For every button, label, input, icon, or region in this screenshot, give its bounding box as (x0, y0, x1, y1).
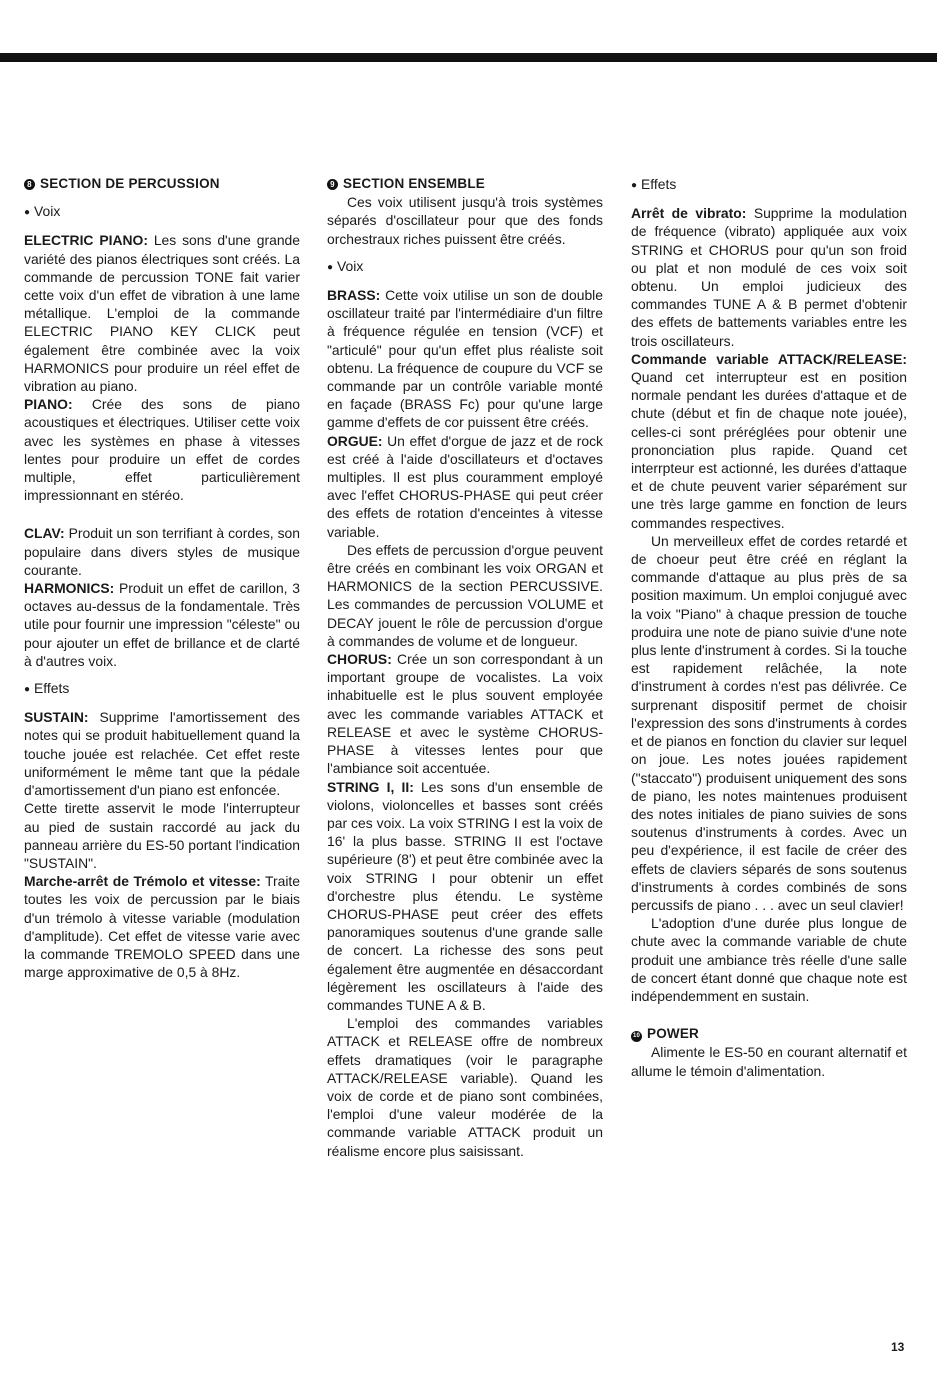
paragraph-delayed-strings: Un merveilleux effet de cordes retardé et de choeur peut être créé en réglant la commande d'attaque au plus près de sa position maximum. Un emploi conjugué avec la voix "Piano" à chaque pression de touche produira une note de piano suivie d'une note plus lente d'instrument à cordes. Si la touche est rapidement relâchée, la note d'instrument à cordes n'est pas délivrée. Ce surprenant dispositif permet de choisir l'expression des sons d'instruments à cordes et de pianos en fonction du clavier sur lequel on joue. Les notes jouées rapidement ("staccato") produisent uniquement des sons de piano, les notes maintenues produisent des notes initiales de piano suivies de sons soutenus d'instruments à cordes. Avec un peu d'expérience, il est facile de créer des effets de claviers séparés de sons soutenus d'instruments à cordes combinés de sons percussifs de piano . . . avec un seul clavier! (631, 532, 907, 913)
paragraph-sustain (24, 708, 300, 799)
subheading-effets (24, 679, 300, 699)
paragraph-brass (327, 286, 603, 432)
body-text: Crée des sons de piano acoustiques et électriques. Utiliser cette voix avec les systèmes en phase à vitesses lentes pour produire un effet de cordes multiple, effet particulièrement impressionnant en stéréo. (24, 396, 300, 504)
term: Arrêt de vibrato: (631, 205, 747, 222)
page-number: 13 (891, 1340, 905, 1354)
section-heading-ensemble (327, 175, 603, 193)
section-heading-power (631, 1025, 907, 1043)
body-text: Traite toutes les voix de percussion par le biais d'un trémolo à vitesse variable (modulation d'amplitude). Cet effet de vitesse varie avec la commande TREMOLO SPEED dans une marge approximative de 0,5 à 8Hz. (24, 873, 300, 981)
body-text: Supprime l'amortissement des notes qui se produit habituellement quand la touche jouée est relachée. Cet effet reste uniformément le même tant que la pédale d'amortissement d'un piano est enfoncée. (24, 709, 300, 799)
body-text: Quand cet interrupteur est en position normale pendant les durées d'attaque et de chute (début et fin de chaque note jouée), celles-ci sont préréglées pour obtenir une prononciation plus rapide. Quand cet interrpteur est actionné, les durées d'attaque et de chute peuvent varier séparément sur une très large gamme en fonction de leurs commandes respectives. (631, 369, 907, 531)
paragraph-chorus (327, 650, 603, 777)
subheading-label: Voix (34, 203, 61, 220)
body-text: Cette voix utilise un son de double oscillateur traité par l'intermédiaire d'un filtre à fréquence régulée en tension (VCF) et "articulé" pour qu'un effet plus réaliste soit obtenu. La fréquence de coupure du VCF se commande par un contrôle variable monté en façade (BRASS Fc) pour qu'une large gamme d'effets de cor puissent être créés. (327, 287, 603, 431)
paragraph-attack-release-switch (631, 350, 907, 532)
paragraph-piano (24, 395, 300, 504)
section-number-10: 10 (631, 1031, 642, 1042)
paragraph-power: Alimente le ES-50 en courant alternatif et allume le témoin d'alimentation. (631, 1044, 907, 1079)
term: Commande variable ATTACK/RELEASE: (631, 350, 907, 367)
bullet-icon: ● (24, 684, 31, 696)
subheading-label: Effets (34, 680, 70, 697)
section-title: SECTION DE PERCUSSION (40, 176, 220, 191)
paragraph-sustain-switch: Cette tirette asservit le mode l'interrupteur au pied de sustain raccordé au jack du panneau arrière du ES-50 portant l'indication "SUSTAIN". (24, 800, 300, 871)
subheading-label: Voix (337, 257, 364, 274)
term: CHORUS: (327, 651, 392, 668)
body-text: Produit un son terrifiant à cordes, son populaire dans divers styles de musique courante. (24, 525, 300, 578)
paragraph-intro: Ces voix utilisent jusqu'à trois systèmes séparés d'oscillateur pour que des fonds orchestraux riches puissent être créés. (327, 194, 603, 247)
term: Marche-arrêt de Trémolo et vitesse: (24, 873, 261, 890)
subheading-voix (24, 202, 300, 222)
section-heading-percussion (24, 175, 300, 193)
body-text: Un effet d'orgue de jazz et de rock est créé à l'aide d'oscillateurs et d'octaves multiples. Il est plus couramment employé avec l'effet CHORUS-PHASE qui peut créer des effets de rotation d'enceintes à vitesse variable. (327, 432, 603, 540)
subheading-effets (631, 175, 907, 195)
body-text: Produit un effet de carillon, 3 octaves au-dessus de la fondamentale. Très utile pour fournir une impression "céleste" ou pour ajouter un effet de brillance et de clarté à d'autres voix. (24, 580, 300, 669)
subheading-voix (327, 257, 603, 277)
paragraph-string (327, 778, 603, 1015)
body-text: Supprime la modulation de fréquence (vibrato) appliquée aux voix STRING et CHORUS pour qu'un son froid ou plat et non modulé de ces voix soit obtenu. Un emploi judicieux des commandes TUNE A & B permet d'obtenir des effets de battements variables entre les trois oscillateurs. (631, 205, 908, 349)
term: SUSTAIN: (24, 709, 89, 726)
column-percussion (24, 175, 300, 981)
bullet-icon: ● (327, 261, 334, 273)
column-ensemble (327, 175, 603, 1160)
paragraph-tremolo (24, 872, 300, 981)
section-number-8: 8 (24, 179, 35, 190)
term: PIANO: (24, 396, 73, 413)
term: STRING I, II: (327, 778, 414, 795)
column-effets (631, 175, 907, 1080)
paragraph-vibrato (631, 204, 907, 350)
bullet-icon: ● (631, 180, 638, 191)
paragraph-long-release: L'adoption d'une durée plus longue de chute avec la commande variable de chute produit une ambiance très réelle d'une salle de concert étant donné que chaque note est indépendemment en sustain. (631, 915, 907, 1004)
paragraph-harmonics (24, 579, 300, 670)
paragraph-orgue (327, 432, 603, 541)
body-text: Les sons d'une grande variété des pianos électriques sont créés. La commande de percussion TONE fait varier cette voix d'un effet de vibration à une lame métallique. L'emploi de la commande ELECTRIC PIANO KEY CLICK peut également être combinée avec la voix HARMONICS pour produire un réel effet de vibration au piano. (24, 232, 300, 395)
term: HARMONICS: (24, 580, 115, 597)
section-title: SECTION ENSEMBLE (343, 176, 485, 191)
term: ELECTRIC PIANO: (24, 232, 148, 249)
paragraph-electric-piano (24, 231, 300, 395)
section-title: POWER (647, 1026, 700, 1042)
term: CLAV: (24, 525, 65, 542)
section-number-9: 9 (327, 179, 338, 190)
paragraph-attack-release: L'emploi des commandes variables ATTACK et RELEASE offre de nombreux effets dramatiques (voir le paragraphe ATTACK/RELEASE variable). Quand les voix de corde et de piano sont combinées, l'emploi d'une valeur modérée de la commande variable ATTACK produit un réalisme encore plus saisissant. (327, 1015, 603, 1159)
paragraph-clav (24, 524, 300, 579)
bullet-icon: ● (24, 207, 31, 219)
term: ORGUE: (327, 432, 383, 449)
term: BRASS: (327, 287, 381, 304)
subheading-label: Effets (641, 176, 677, 192)
body-text: Les sons d'un ensemble de violons, violoncelles et basses sont créés par ces voix. La voix STRING I est la voix de 16' la plus basse. STRING II est l'octave supérieure (8') et peut être combinée avec la voix STRING I pour obtenir un effet d'orchestre plus étendu. Le système CHORUS-PHASE peut créer des effets panoramiques soutenus d'une grande salle de concert. La richesse des sons peut également être augmentée en désaccordant légèrement les oscillateurs à l'aide des commandes TUNE A & B. (327, 778, 603, 1013)
top-rule (0, 53, 937, 62)
body-text: Crée un son correspondant à un important groupe de vocalistes. La voix inhabituelle est le plus souvent employée avec les commande variables ATTACK et RELEASE et avec le système CHORUS-PHASE à vitesses lentes pour que l'ambiance soit accentuée. (327, 651, 603, 777)
paragraph-organ-percussion: Des effets de percussion d'orgue peuvent être créés en combinant les voix ORGAN et HARMONICS de la section PERCUSSIVE. Les commandes de percussion VOLUME et DECAY jouent le rôle de percussion d'orgue à commandes de volume et de longueur. (327, 541, 603, 649)
